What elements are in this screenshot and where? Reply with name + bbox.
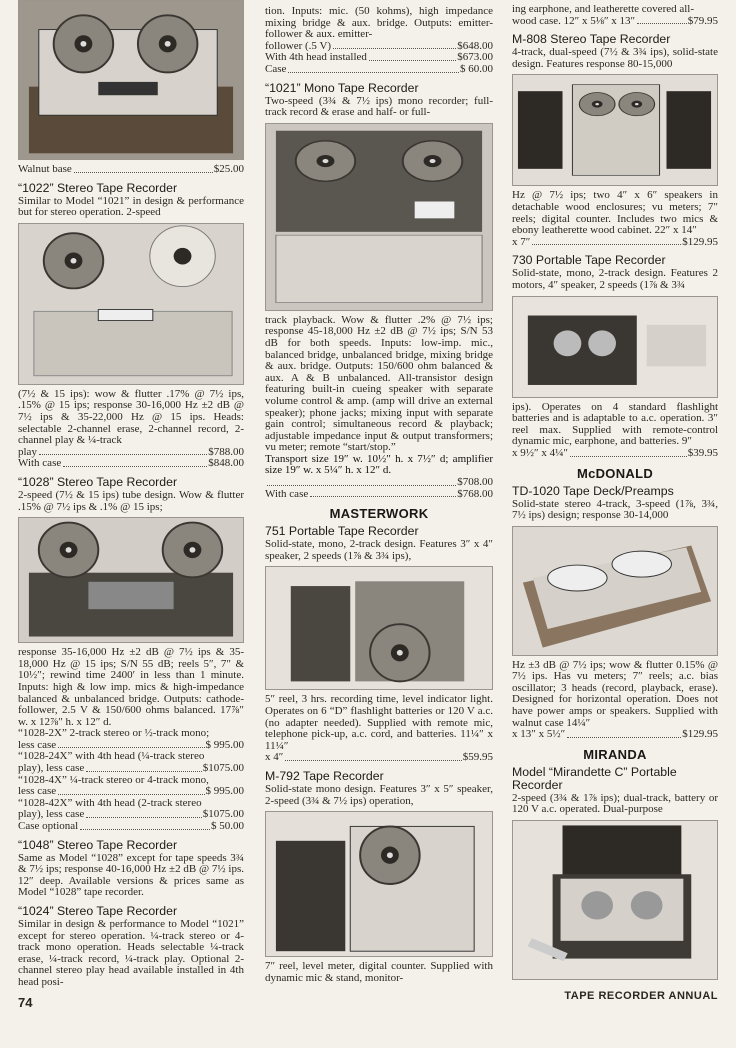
product-title: “1021” Mono Tape Recorder: [265, 80, 419, 95]
product-751-specs: 5″ reel, 3 hrs. recording time, level indicator light. Operates on 6 “D” flashlight batteries or 120 V a.c. (no adapter needed). Supplied with remote mic, telephone pick-up, a.c. cord, and batteries. 11¼″ x 11¼″ x 4″ $59.95: [265, 693, 493, 764]
photo-m792: [265, 811, 493, 957]
product-title: Model “Mirandette C” Portable Recorder: [512, 764, 677, 792]
walnut-base-price: Walnut base $25.00: [18, 163, 244, 175]
product-mirandette: Model “Mirandette C” Portable Recorder 2-speed (3¾ & 1⅞ ips); dual-track, battery or 120 V a.c. operated. Dual-purpose: [512, 764, 718, 816]
product-title: M-808 Stereo Tape Recorder: [512, 32, 671, 47]
photo-730: [512, 296, 718, 398]
brand-heading-mcdonald: McDONALD: [576, 465, 654, 481]
publication-footer: TAPE RECORDER ANNUAL: [564, 990, 718, 1003]
product-m808: M-808 Stereo Tape Recorder 4-track, dual-speed (7½ & 3¾ ips), solid-state design. Features response 80-15,000: [512, 32, 718, 70]
brand-heading-masterwork: MASTERWORK: [329, 506, 429, 522]
photo-1022: [18, 223, 244, 385]
product-1024: “1024” Stereo Tape Recorder Similar in design & performance to Model “1021” except for stereo operation. ¼-track stereo or 4-track mono operation. Heads selectable ¼-track erase, ¼-track record, ¼-track play. Optional 2-channel stereo play head available installed in 4th head posi-: [18, 904, 244, 988]
product-730-specs: ips). Operates on 4 standard flashlight batteries and is adaptable to a.c. operation. 3″ reel max. Supplied with remote-control dynamic mic, earphone, and batteries. 9″ x 9½″ x 4¼″ $39.95: [512, 400, 718, 459]
product-title: M-792 Tape Recorder: [265, 769, 384, 783]
right-column: [512, 4, 718, 1003]
product-1022-specs: (7½ & 15 ips): wow & flutter .17% @ 7½ ips, .15% @ 15 ips; response 30-16,000 Hz ±2 dB @ 7½ ips & 35-22,000 Hz @ 15 ips. Heads: selectable 2-channel erase, 2-channel record, 2-channel play & ¼-track play $788.00 With case $848.00: [18, 387, 244, 470]
product-m792-specs: 7″ reel, level meter, digital counter. Supplied with dynamic mic & stand, monitor-: [265, 960, 493, 984]
product-title: “1028” Stereo Tape Recorder: [18, 474, 178, 489]
photo-751: [265, 566, 493, 690]
product-td1020: TD-1020 Tape Deck/Preamps Solid-state stereo 4-track, 3-speed (1⅞, 3¾, 7½ ips) design; response 30-14,000: [512, 483, 718, 522]
photo-td1020: [512, 526, 718, 656]
product-title: “1048” Stereo Tape Recorder: [18, 837, 178, 852]
product-title: “1022” Stereo Tape Recorder: [18, 180, 178, 195]
product-title: TD-1020 Tape Deck/Preamps: [512, 483, 674, 498]
brand-heading-miranda: MIRANDA: [583, 746, 647, 762]
product-1022: “1022” Stereo Tape Recorder Similar to Model “1021” in design & performance but for stereo operation. 2-speed: [18, 180, 244, 219]
product-td1020-specs: Hz ±3 dB @ 7½ ips; wow & flutter 0.15% @ 7½ ips. Has vu meters; 7″ reels; a.c. bias oscillator; 3 heads (record, playback, erase). Designed for horizontal operation. Does not have power amps or speakers. Supplied with walnut case 14¼″ x 13″ x 5½″ $129.95: [512, 658, 718, 741]
photo-m808: [512, 74, 718, 186]
left-column: [18, 0, 244, 1010]
product-title: 751 Portable Tape Recorder: [265, 524, 419, 539]
product-1048: “1048” Stereo Tape Recorder Same as Model “1028” except for tape speeds 3¾ & 7½ ips; response 40-16,000 Hz ±2 dB @ 7½ ips. 12″ deep. Available versions & prices same as Model “1028” tape recorder.: [18, 837, 244, 899]
photo-1028: [18, 517, 244, 643]
product-m792: M-792 Tape Recorder Solid-state mono design. Features 3″ x 5″ speaker, 2-speed (3¾ & 7½ ips) operation,: [265, 769, 493, 807]
product-title: 730 Portable Tape Recorder: [512, 253, 666, 268]
product-1028-specs: response 35-16,000 Hz ±2 dB @ 7½ ips & 35-18,000 Hz @ 15 ips; S/N 55 dB; reels 5″, 7″ & 10½″; rewind time 2400′ in less than 1 minute. Inputs: high & low imp. mics & high-impedance balanced & unbalanced bridge. Outputs: cathode-follower, 2.5 V & 150/600 ohms balanced. 17⅞″ w. x 12⅞″ h. x 12″ d. “1028-2X” 2-track stereo or ½-track mono; less case $ 995.00 “1028-24X” with 4th head (¼-track stereo play), less case $1075.00 “1028-4X” ¼-track stereo or 4-track mono, less case $ 995.00 “1028-42X” with 4th head (2-track stereo play), less case $1075.00 Case optional $ 50.00: [18, 646, 244, 833]
product-title: “1024” Stereo Tape Recorder: [18, 904, 178, 918]
photo-mirandette: [512, 820, 718, 980]
product-m808-specs: Hz @ 7½ ips; two 4″ x 6″ speakers in detachable wood enclosures; vu meters; 7″ reels; digital counter. Includes two mics & ebony leatherette wood cabinet. 22″ x 14″ x 7″ $129.95: [512, 189, 718, 248]
photo-1021: [265, 123, 493, 311]
product-1021-specs: track playback. Wow & flutter .2% @ 7½ ips; response 45-18,000 Hz ±2 dB @ 7½ ips; S/N 53 dB for both speeds. Inputs: low-imp. mic., balanced bridge, unbalanced bridge, mixing bridge & aux. bridge. Outputs: 150/600 ohm balanced & aux. A & B unbalanced. All-transistor design featuring built-in cueing speaker with separate volume control & amp. (amp will drive an external speaker); phone jacks; mixing input with separate gain control; simultaneous record & playback; adjustable impedance input & output transformers; vu meter; remote “start/stop.” Transport size 19″ w. 10½″ h. x 7½″ d; amplifier size 19″ w. x 5¼″ h. x 12″ d. $708.00 With case $768.00: [265, 313, 493, 500]
product-m792-continued: ing earphone, and leatherette covered all- wood case. 12″ x 5⅛″ x 13″ $79.95: [512, 3, 718, 27]
product-1021: “1021” Mono Tape Recorder Two-speed (3¾ & 7½ ips) mono recorder; full-track record & erase and half- or full-: [265, 80, 493, 119]
product-1024-continued: tion. Inputs: mic. (50 kohms), high impedance mixing bridge & aux. bridge. Outputs: emitter-follower & aux. emitter- follower (.5 V) $648.00 With 4th head installed $673.00 Case $ 60.00: [265, 5, 493, 75]
middle-column: [265, 6, 493, 984]
photo-1021-walnut-base: [18, 0, 244, 160]
product-751: 751 Portable Tape Recorder Solid-state, mono, 2-track design. Features 3″ x 4″ speaker, 2 speeds (1⅞ & 3¾ ips),: [265, 524, 493, 562]
product-1028: “1028” Stereo Tape Recorder 2-speed (7½ & 15 ips) tube design. Wow & flutter .15% @ 7½ ips & .1% @ 15 ips;: [18, 474, 244, 513]
page-number: 74: [18, 994, 33, 1010]
product-730: 730 Portable Tape Recorder Solid-state, mono, 2-track design. Features 2 motors, 4″ speaker, 2 speeds (1⅞ & 3¾: [512, 253, 718, 291]
